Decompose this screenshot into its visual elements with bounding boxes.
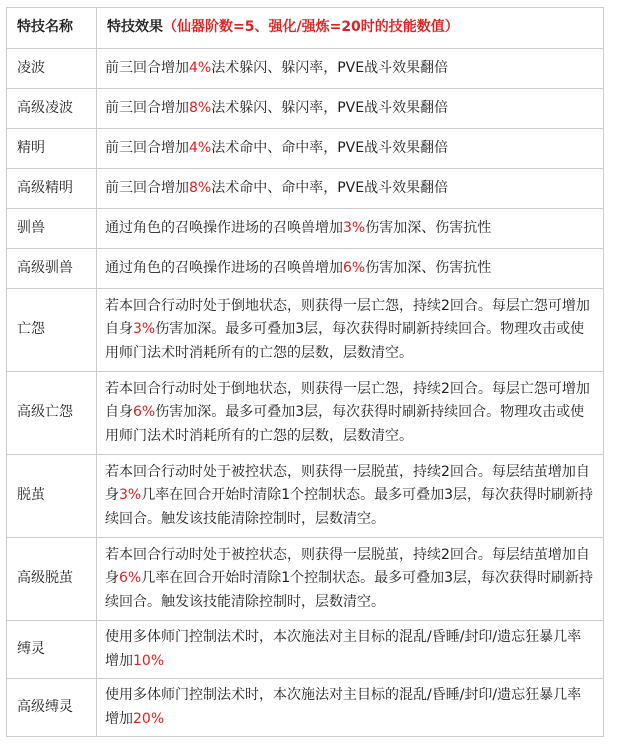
skill-effect: 前三回合增加4%法术躲闪、躲闪率，PVE战斗效果翻倍: [97, 49, 604, 89]
skill-effect: 若本回合行动时处于倒地状态，则获得一层亡怨，持续2回合。每层亡怨可增加自身3%伤害加深。最多可叠加3层，每次获得时刷新持续回合。物理攻击或使用师门法术时消耗所有的亡怨的层数，层数清空。: [97, 289, 604, 372]
effect-value: 6%: [133, 404, 156, 421]
skill-effect: 通过角色的召唤操作进场的召唤兽增加6%伤害加深、伤害抗性: [97, 249, 604, 289]
effect-value: 8%: [189, 99, 212, 116]
effect-value: 3%: [119, 487, 142, 504]
table-row: [7, 455, 604, 538]
skill-name: 亡怨: [7, 289, 97, 372]
skill-name: 高级凌波: [7, 89, 97, 129]
skill-effect: 若本回合行动时处于倒地状态，则获得一层亡怨，持续2回合。每层亡怨可增加自身6%伤害加深。最多可叠加3层，每次获得时刷新持续回合。物理攻击或使用师门法术时消耗所有的亡怨的层数，层数清空。: [97, 372, 604, 455]
skill-effect: 若本回合行动时处于被控状态，则获得一层脱茧，持续2回合。每层结茧增加自身6%几率在回合开始时清除1个控制状态。最多可叠加3层，每次获得时刷新持续回合。触发该技能清除控制时，层数清空。: [97, 538, 604, 621]
skill-name: 精明: [7, 129, 97, 169]
skill-name: 缚灵: [7, 621, 97, 679]
skill-effect: 使用多体师门控制法术时，本次施法对主目标的混乱/昏睡/封印/遗忘狂暴几率增加20%: [97, 679, 604, 737]
effect-value: 6%: [343, 259, 366, 276]
header-effect-label: 特技效果: [107, 19, 163, 36]
table-row: [7, 372, 604, 455]
skill-effect: 若本回合行动时处于被控状态，则获得一层脱茧，持续2回合。每层结茧增加自身3%几率在回合开始时清除1个控制状态。最多可叠加3层，每次获得时刷新持续回合。触发该技能清除控制时，层数清空。: [97, 455, 604, 538]
header-skill-name: 特技名称: [7, 8, 97, 49]
table-row: [7, 538, 604, 621]
skill-name: 高级精明: [7, 169, 97, 209]
table-row: [7, 89, 604, 129]
header-note: （仙器阶数=5、强化/强炼=20时的技能数值）: [163, 19, 459, 36]
table-header-row: [7, 8, 604, 49]
table-row: [7, 289, 604, 372]
effect-value: 20%: [133, 710, 165, 727]
skill-name: 高级亡怨: [7, 372, 97, 455]
table-row: [7, 209, 604, 249]
effect-value: 4%: [189, 139, 212, 156]
skill-name: 高级脱茧: [7, 538, 97, 621]
effect-value: 6%: [119, 570, 142, 587]
skill-name: 高级缚灵: [7, 679, 97, 737]
header-skill-effect: [97, 8, 604, 49]
skill-effect: 前三回合增加4%法术命中、命中率，PVE战斗效果翻倍: [97, 129, 604, 169]
effect-value: 4%: [189, 59, 212, 76]
table-row: [7, 679, 604, 737]
skill-name: 脱茧: [7, 455, 97, 538]
skill-effect: 通过角色的召唤操作进场的召唤兽增加3%伤害加深、伤害抗性: [97, 209, 604, 249]
skill-effect: 前三回合增加8%法术命中、命中率，PVE战斗效果翻倍: [97, 169, 604, 209]
effect-value: 10%: [133, 652, 165, 669]
table-row: [7, 169, 604, 209]
table-row: [7, 129, 604, 169]
effect-value: 3%: [133, 321, 156, 338]
table-row: [7, 621, 604, 679]
effect-value: 8%: [189, 179, 212, 196]
skill-table: [6, 7, 604, 737]
table-row: [7, 49, 604, 89]
skill-name: 高级驯兽: [7, 249, 97, 289]
skill-effect: 使用多体师门控制法术时，本次施法对主目标的混乱/昏睡/封印/遗忘狂暴几率增加10%: [97, 621, 604, 679]
skill-name: 驯兽: [7, 209, 97, 249]
effect-value: 3%: [343, 219, 366, 236]
skill-effect: 前三回合增加8%法术躲闪、躲闪率，PVE战斗效果翻倍: [97, 89, 604, 129]
skill-table-container: [6, 7, 603, 737]
skill-name: 凌波: [7, 49, 97, 89]
table-row: [7, 249, 604, 289]
